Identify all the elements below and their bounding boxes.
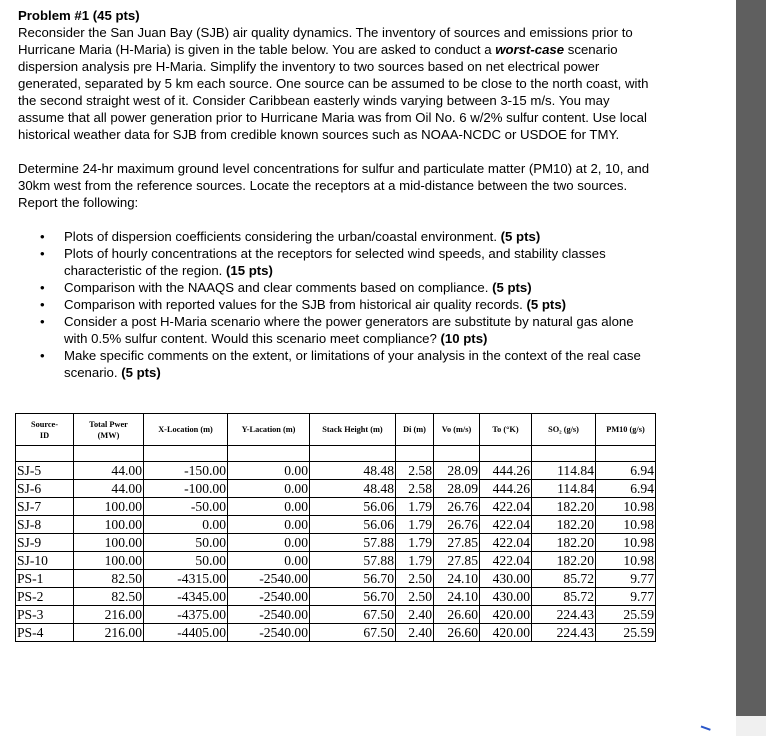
table-cell: 82.50 [74,588,144,606]
table-cell: 9.77 [596,570,656,588]
table-cell: 85.72 [532,588,596,606]
source-id-cell: SJ-8 [16,516,74,534]
table-cell: 9.77 [596,588,656,606]
table-cell: 2.58 [396,462,434,480]
table-cell: 50.00 [144,534,228,552]
table-cell: 422.04 [480,498,532,516]
column-header: Y-Lacation (m) [228,414,310,446]
table-cell: -4345.00 [144,588,228,606]
table-cell: 1.79 [396,516,434,534]
table-cell: -4405.00 [144,624,228,642]
table-cell: 182.20 [532,552,596,570]
table-cell: -50.00 [144,498,228,516]
table-cell: 67.50 [310,624,396,642]
table-cell: 6.94 [596,480,656,498]
table-cell: 10.98 [596,498,656,516]
table-cell: 1.79 [396,534,434,552]
table-cell: 85.72 [532,570,596,588]
table-cell: 26.60 [434,624,480,642]
column-header: Source- ID [16,414,74,446]
table-cell: 420.00 [480,606,532,624]
table-cell: 422.04 [480,534,532,552]
problem-text [18,7,658,381]
table-cell: -2540.00 [228,570,310,588]
table-cell: 422.04 [480,552,532,570]
list-item: • Comparison with the NAAQS and clear comments based on compliance. (5 pts) [18,279,658,296]
table-row [16,606,656,624]
table-cell: 444.26 [480,462,532,480]
source-inventory-table-wrap [15,413,656,642]
table-cell: 100.00 [74,534,144,552]
source-id-cell: SJ-5 [16,462,74,480]
table-cell: 1.79 [396,552,434,570]
column-header: X-Location (m) [144,414,228,446]
table-cell: 420.00 [480,624,532,642]
scrollbar-corner [736,716,766,736]
table-cell: 56.06 [310,498,396,516]
intro-text-start: Reconsider the San Juan Bay (SJB) air quality dynamics. The inventory of sources and emissions prior to Hurricane Maria (H-Maria) is given in the table below. You are asked to conduct a [18,25,633,57]
table-cell: 0.00 [228,534,310,552]
table-cell: 27.85 [434,534,480,552]
table-cell: -2540.00 [228,624,310,642]
table-cell: -4375.00 [144,606,228,624]
column-header: Vo (m/s) [434,414,480,446]
table-cell: 100.00 [74,498,144,516]
table-cell: 224.43 [532,606,596,624]
table-cell: 182.20 [532,534,596,552]
table-cell: 2.50 [396,588,434,606]
table-cell: 0.00 [228,480,310,498]
vertical-scrollbar[interactable] [736,0,766,716]
table-cell: 24.10 [434,588,480,606]
table-cell: 430.00 [480,570,532,588]
table-cell: 2.58 [396,480,434,498]
list-item: • Make specific comments on the extent, or limitations of your analysis in the context of the real case scenario. (5 pts) [18,347,658,381]
source-id-cell: PS-1 [16,570,74,588]
intro-text-end: scenario dispersion analysis pre H-Maria. Simplify the inventory to two sources based on net electrical power generated, separated by 5 km each source. One source can be assumed to be close to the north coast, with the second straight west of it. Consider Caribbean easterly winds varying between 3-15 m/s. You may assume that all power generation prior to Hurricane Maria was from Oil No. 6 w/2% sulfur content. Use local historical weather data for SJB from credible known sources such as NOAA-NCDC or USDOE for TMY. [18,42,649,142]
list-item: • Comparison with reported values for the SJB from historical air quality records. (5 pts) [18,296,658,313]
table-cell: 100.00 [74,552,144,570]
table-cell: 56.06 [310,516,396,534]
list-item: • Consider a post H-Maria scenario where the power generators are substitute by natural gas alone with 0.5% sulfur content. Would this scenario meet compliance? (10 pts) [18,313,658,347]
list-item: • Plots of hourly concentrations at the receptors for selected wind speeds, and stability classes characteristic of the region. (15 pts) [18,245,658,279]
table-cell: 25.59 [596,606,656,624]
source-id-cell: PS-2 [16,588,74,606]
table-cell: 57.88 [310,552,396,570]
table-cell: 10.98 [596,552,656,570]
table-cell: 100.00 [74,516,144,534]
table-cell: 0.00 [228,462,310,480]
table-cell: 224.43 [532,624,596,642]
table-cell: 0.00 [228,516,310,534]
table-row [16,516,656,534]
table-cell: 2.40 [396,624,434,642]
table-cell: -2540.00 [228,588,310,606]
table-cell: 57.88 [310,534,396,552]
table-row [16,462,656,480]
table-cell: 216.00 [74,606,144,624]
table-cell: 44.00 [74,462,144,480]
table-cell: 26.60 [434,606,480,624]
table-cell: 26.76 [434,516,480,534]
source-id-cell: SJ-7 [16,498,74,516]
table-cell: -2540.00 [228,606,310,624]
table-cell: 10.98 [596,516,656,534]
source-inventory-table [15,413,656,642]
table-row [16,552,656,570]
column-header: Di (m) [396,414,434,446]
table-cell: 216.00 [74,624,144,642]
table-cell: 114.84 [532,480,596,498]
table-cell: 182.20 [532,516,596,534]
table-cell: 0.00 [144,516,228,534]
table-cell: -100.00 [144,480,228,498]
column-header: SO₂ (g/s) [532,414,596,446]
column-header: Total Pwer (MW) [74,414,144,446]
table-cell: 6.94 [596,462,656,480]
table-row [16,624,656,642]
table-cell: 24.10 [434,570,480,588]
table-cell: 10.98 [596,534,656,552]
source-id-cell: SJ-6 [16,480,74,498]
table-cell: 48.48 [310,462,396,480]
column-header: To (°K) [480,414,532,446]
table-header-row [16,414,656,446]
source-id-cell: PS-4 [16,624,74,642]
table-cell: 67.50 [310,606,396,624]
table-cell: 1.79 [396,498,434,516]
problem-title: Problem #1 (45 pts) [18,8,140,23]
source-id-cell: SJ-10 [16,552,74,570]
table-cell: 0.00 [228,552,310,570]
deliverables-list [18,228,658,381]
table-row [16,480,656,498]
intro-paragraph [18,24,658,143]
source-id-cell: PS-3 [16,606,74,624]
table-cell: 56.70 [310,570,396,588]
table-cell: 56.70 [310,588,396,606]
table-cell: 0.00 [228,498,310,516]
column-header: PM10 (g/s) [596,414,656,446]
table-cell: 28.09 [434,480,480,498]
table-cell: 444.26 [480,480,532,498]
table-cell: 27.85 [434,552,480,570]
column-header: Stack Height (m) [310,414,396,446]
emphasis-worst-case: worst-case [495,42,565,57]
table-cell: 26.76 [434,498,480,516]
table-row [16,498,656,516]
table-cell: 28.09 [434,462,480,480]
table-cell: 48.48 [310,480,396,498]
table-cell: -150.00 [144,462,228,480]
table-cell: -4315.00 [144,570,228,588]
list-item: • Plots of dispersion coefficients considering the urban/coastal environment. (5 pts) [18,228,658,245]
table-cell: 50.00 [144,552,228,570]
table-cell: 2.50 [396,570,434,588]
table-spacer-row [16,446,656,462]
table-cell: 430.00 [480,588,532,606]
table-row [16,588,656,606]
table-row [16,534,656,552]
table-cell: 182.20 [532,498,596,516]
table-cell: 82.50 [74,570,144,588]
table-cell: 114.84 [532,462,596,480]
task-paragraph: Determine 24-hr maximum ground level concentrations for sulfur and particulate matter (PM10) at 2, 10, and 30km west from the reference sources. Locate the receptors at a mid-distance between the two sources. Report the following: [18,161,650,210]
table-cell: 44.00 [74,480,144,498]
table-row [16,570,656,588]
table-cell: 25.59 [596,624,656,642]
table-cell: 2.40 [396,606,434,624]
source-id-cell: SJ-9 [16,534,74,552]
table-cell: 422.04 [480,516,532,534]
